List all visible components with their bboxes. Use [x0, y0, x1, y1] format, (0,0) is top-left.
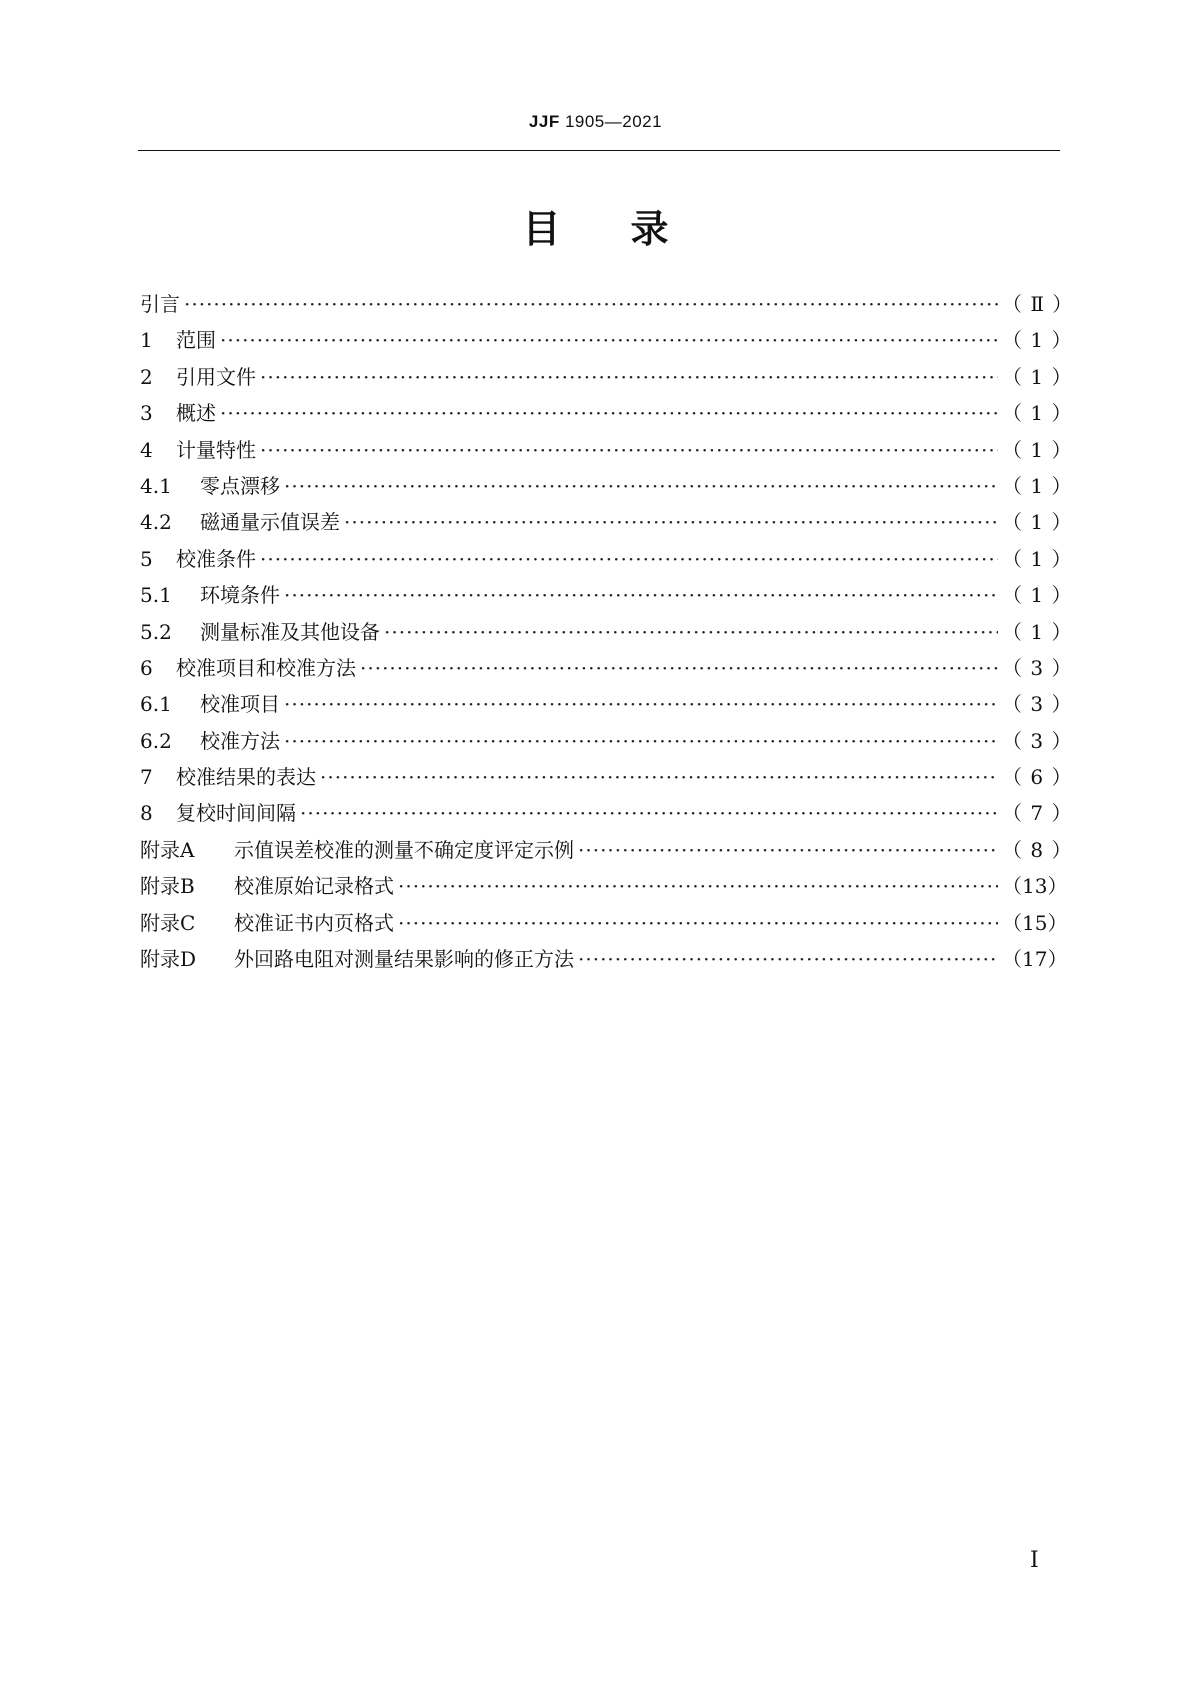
- toc-entry-4[interactable]: [140, 434, 1072, 470]
- toc-leader: [260, 547, 998, 571]
- toc-leader: [398, 911, 998, 935]
- toc-entry-5-1[interactable]: [140, 579, 1072, 615]
- toc-leader: [398, 874, 998, 898]
- toc-entry-6[interactable]: [140, 652, 1072, 688]
- toc-leader: [260, 365, 998, 389]
- toc-entry-4-1[interactable]: [140, 470, 1072, 506]
- toc-entry-page: （ 1 ）: [1002, 437, 1072, 462]
- toc-entry-page: （17）: [1002, 947, 1068, 972]
- toc-leader: [284, 474, 998, 498]
- toc-entry-number: 附录A: [140, 837, 195, 862]
- toc-entry-text: 测量标准及其他设备: [200, 619, 380, 644]
- toc-entry-7[interactable]: [140, 761, 1072, 797]
- toc-entry-text: 示值误差校准的测量不确定度评定示例: [234, 837, 574, 862]
- toc-entry-page: （ 1 ）: [1002, 619, 1072, 644]
- toc-leader: [284, 692, 998, 716]
- toc-entry-number: 5.1: [140, 583, 172, 608]
- toc-entry-5[interactable]: [140, 543, 1072, 579]
- toc-entry-number: 附录C: [140, 910, 196, 935]
- toc-entry-4-2[interactable]: [140, 506, 1072, 542]
- toc-entry-text: 复校时间间隔: [176, 801, 296, 826]
- toc-entry-page: （ 3 ）: [1002, 692, 1072, 717]
- toc-entry-text: 概述: [176, 401, 216, 426]
- toc-entry-number: 1: [140, 328, 153, 353]
- toc-entry-number: 4.2: [140, 510, 172, 535]
- toc-entry-page: （ 1 ）: [1002, 401, 1072, 426]
- toc-entry-number: 附录D: [140, 947, 197, 972]
- toc-entry-text: 外回路电阻对测量结果影响的修正方法: [234, 947, 574, 972]
- toc-entry-text: 计量特性: [176, 437, 256, 462]
- toc-leader: [578, 947, 998, 971]
- toc-leader: [260, 438, 998, 462]
- toc-entry-page: （ 1 ）: [1002, 364, 1072, 389]
- toc-leader: [284, 729, 998, 753]
- toc-entry-number: 2: [140, 364, 153, 389]
- toc-entry-text: 校准项目: [200, 692, 280, 717]
- toc-leader: [220, 401, 998, 425]
- toc-leader: [300, 801, 998, 825]
- toc-leader: [384, 620, 998, 644]
- toc-entry-page: （ 3 ）: [1002, 655, 1072, 680]
- page-number: Ⅰ: [1030, 1548, 1039, 1573]
- toc-entry-text: 校准条件: [176, 546, 256, 571]
- toc-entry-page: （ 1 ）: [1002, 583, 1072, 608]
- toc-leader: [344, 510, 998, 534]
- toc-entry-number: 6.1: [140, 692, 172, 717]
- toc-entry-page: （ 1 ）: [1002, 510, 1072, 535]
- page-title-part1: 目: [522, 207, 561, 251]
- toc-entry-text: 校准方法: [200, 728, 280, 753]
- toc-entry-number: 4: [140, 437, 153, 462]
- toc-entry-appendix-d[interactable]: [140, 943, 1068, 979]
- toc-entry-text: 环境条件: [200, 583, 280, 608]
- toc-entry-page: （ 1 ）: [1002, 328, 1072, 353]
- toc-leader: [284, 583, 998, 607]
- toc-entry-2[interactable]: [140, 361, 1072, 397]
- toc-entry-number: 附录B: [140, 874, 195, 899]
- page-title-part2: 录: [630, 207, 669, 251]
- toc-entry-page: （ 3 ）: [1002, 728, 1072, 753]
- toc-leader: [220, 328, 998, 352]
- toc-entry-1[interactable]: [140, 324, 1072, 360]
- toc-entry-text: 校准项目和校准方法: [176, 655, 356, 680]
- toc-entry-page: （13）: [1002, 874, 1068, 899]
- toc-entry-text: 校准原始记录格式: [234, 874, 394, 899]
- toc-entry-text: 引用文件: [176, 364, 256, 389]
- toc-entry-text: 引言: [140, 292, 180, 316]
- toc-entry-page: （ Ⅱ ）: [1002, 292, 1073, 316]
- standard-number: 1905—2021: [564, 112, 663, 131]
- toc-leader: [320, 765, 998, 789]
- toc-entry-text: 校准结果的表达: [176, 765, 316, 790]
- table-of-contents: [140, 288, 1073, 979]
- toc-leader: [578, 838, 998, 862]
- toc-leader: [184, 292, 998, 316]
- toc-entry-text: 校准证书内页格式: [234, 910, 394, 935]
- header-divider: [138, 150, 1060, 151]
- toc-entry-number: 6.2: [140, 728, 172, 753]
- toc-entry-number: 5.2: [140, 619, 172, 644]
- toc-entry-page: （15）: [1002, 910, 1068, 935]
- toc-leader: [360, 656, 998, 680]
- document-header: [0, 112, 1191, 132]
- toc-entry-number: 6: [140, 655, 153, 680]
- toc-entry-appendix-b[interactable]: [140, 870, 1068, 906]
- toc-entry-intro[interactable]: [140, 288, 1073, 324]
- toc-entry-6-2[interactable]: [140, 725, 1072, 761]
- toc-entry-6-1[interactable]: [140, 688, 1072, 724]
- toc-entry-page: （ 6 ）: [1002, 765, 1072, 790]
- toc-entry-page: （ 1 ）: [1002, 473, 1072, 498]
- toc-entry-page: （ 7 ）: [1002, 801, 1072, 826]
- toc-entry-number: 8: [140, 801, 153, 826]
- toc-entry-appendix-a[interactable]: [140, 834, 1072, 870]
- toc-entry-8[interactable]: [140, 797, 1072, 833]
- toc-entry-number: 4.1: [140, 473, 172, 498]
- toc-entry-5-2[interactable]: [140, 616, 1072, 652]
- toc-entry-number: 5: [140, 546, 153, 571]
- toc-entry-text: 磁通量示值误差: [200, 510, 340, 535]
- toc-entry-page: （ 8 ）: [1002, 837, 1072, 862]
- toc-entry-text: 零点漂移: [200, 473, 280, 498]
- toc-entry-number: 7: [140, 765, 153, 790]
- page-title: [0, 198, 1191, 253]
- standard-code: JJF: [528, 112, 560, 131]
- toc-entry-appendix-c[interactable]: [140, 907, 1068, 943]
- toc-entry-text: 范围: [176, 328, 216, 353]
- toc-entry-number: 3: [140, 401, 153, 426]
- toc-entry-page: （ 1 ）: [1002, 546, 1072, 571]
- toc-entry-3[interactable]: [140, 397, 1072, 433]
